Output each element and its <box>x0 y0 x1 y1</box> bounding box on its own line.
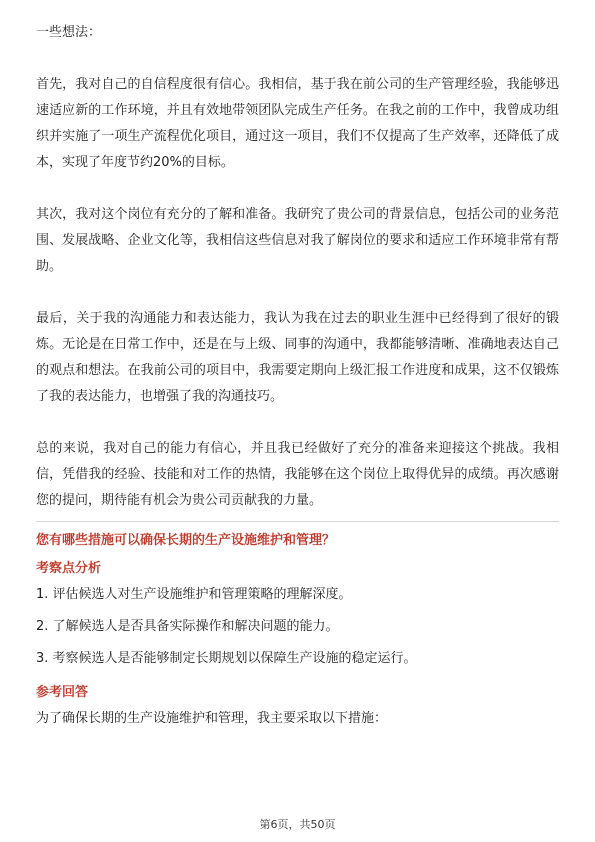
question-heading: 您有哪些措施可以确保长期的生产设施维护和管理？ <box>36 533 336 548</box>
section-divider <box>36 521 559 522</box>
analysis-item: 2. 了解候选人是否具备实际操作和解决问题的能力。 <box>36 619 339 634</box>
spacer <box>36 176 559 202</box>
document-page <box>36 20 559 742</box>
analysis-item: 1. 评估候选人对生产设施维护和管理策略的理解深度。 <box>36 587 352 602</box>
answer-label: 参考回答 <box>36 685 89 700</box>
spacer <box>36 280 559 306</box>
paragraph-first: 首先，我对自己的自信程度很有信心。我相信，基于我在前公司的生产管理经验，我能够迅速适应新的工作环境，并且有效地带领团队完成生产任务。在我之前的工作中，我曾成功组织并实施了一项生产流程优化项目，通过这一项目，我们不仅提高了生产效率，还降低了成本，实现了年度节约20%的目标。 <box>36 77 559 170</box>
paragraph-third: 最后，关于我的沟通能力和表达能力，我认为我在过去的职业生涯中已经得到了很好的锻炼。无论是在日常工作中，还是在与上级、同事的沟通中，我都能够清晰、准确地表达自己的观点和想法。在我前公司的项目中，我需要定期向上级汇报工作进度和成果，这不仅锻炼了我的表达能力，也增强了我的沟通技巧。 <box>36 311 559 404</box>
paragraph-summary: 总的来说，我对自己的能力有信心，并且我已经做好了充分的准备来迎接这个挑战。我相信，凭借我的经验、技能和对工作的热情，我能够在这个岗位上取得优异的成绩。再次感谢您的提问，期待能有机会为贵公司贡献我的力量。 <box>36 441 559 508</box>
spacer <box>36 410 559 436</box>
answer-intro: 为了确保长期的生产设施维护和管理，我主要采取以下措施： <box>36 711 388 726</box>
intro-line: 一些想法： <box>36 25 102 40</box>
analysis-label: 考察点分析 <box>36 561 102 576</box>
analysis-item: 3. 考察候选人是否能够制定长期规划以保障生产设施的稳定运行。 <box>36 651 417 666</box>
paragraph-second: 其次，我对这个岗位有充分的了解和准备。我研究了贵公司的背景信息，包括公司的业务范围、发展战略、企业文化等，我相信这些信息对我了解岗位的要求和适应工作环境非常有帮助。 <box>36 207 559 274</box>
spacer <box>36 46 559 72</box>
page-footer: 第6页，共50页 <box>259 818 336 831</box>
analysis-list <box>36 584 559 670</box>
